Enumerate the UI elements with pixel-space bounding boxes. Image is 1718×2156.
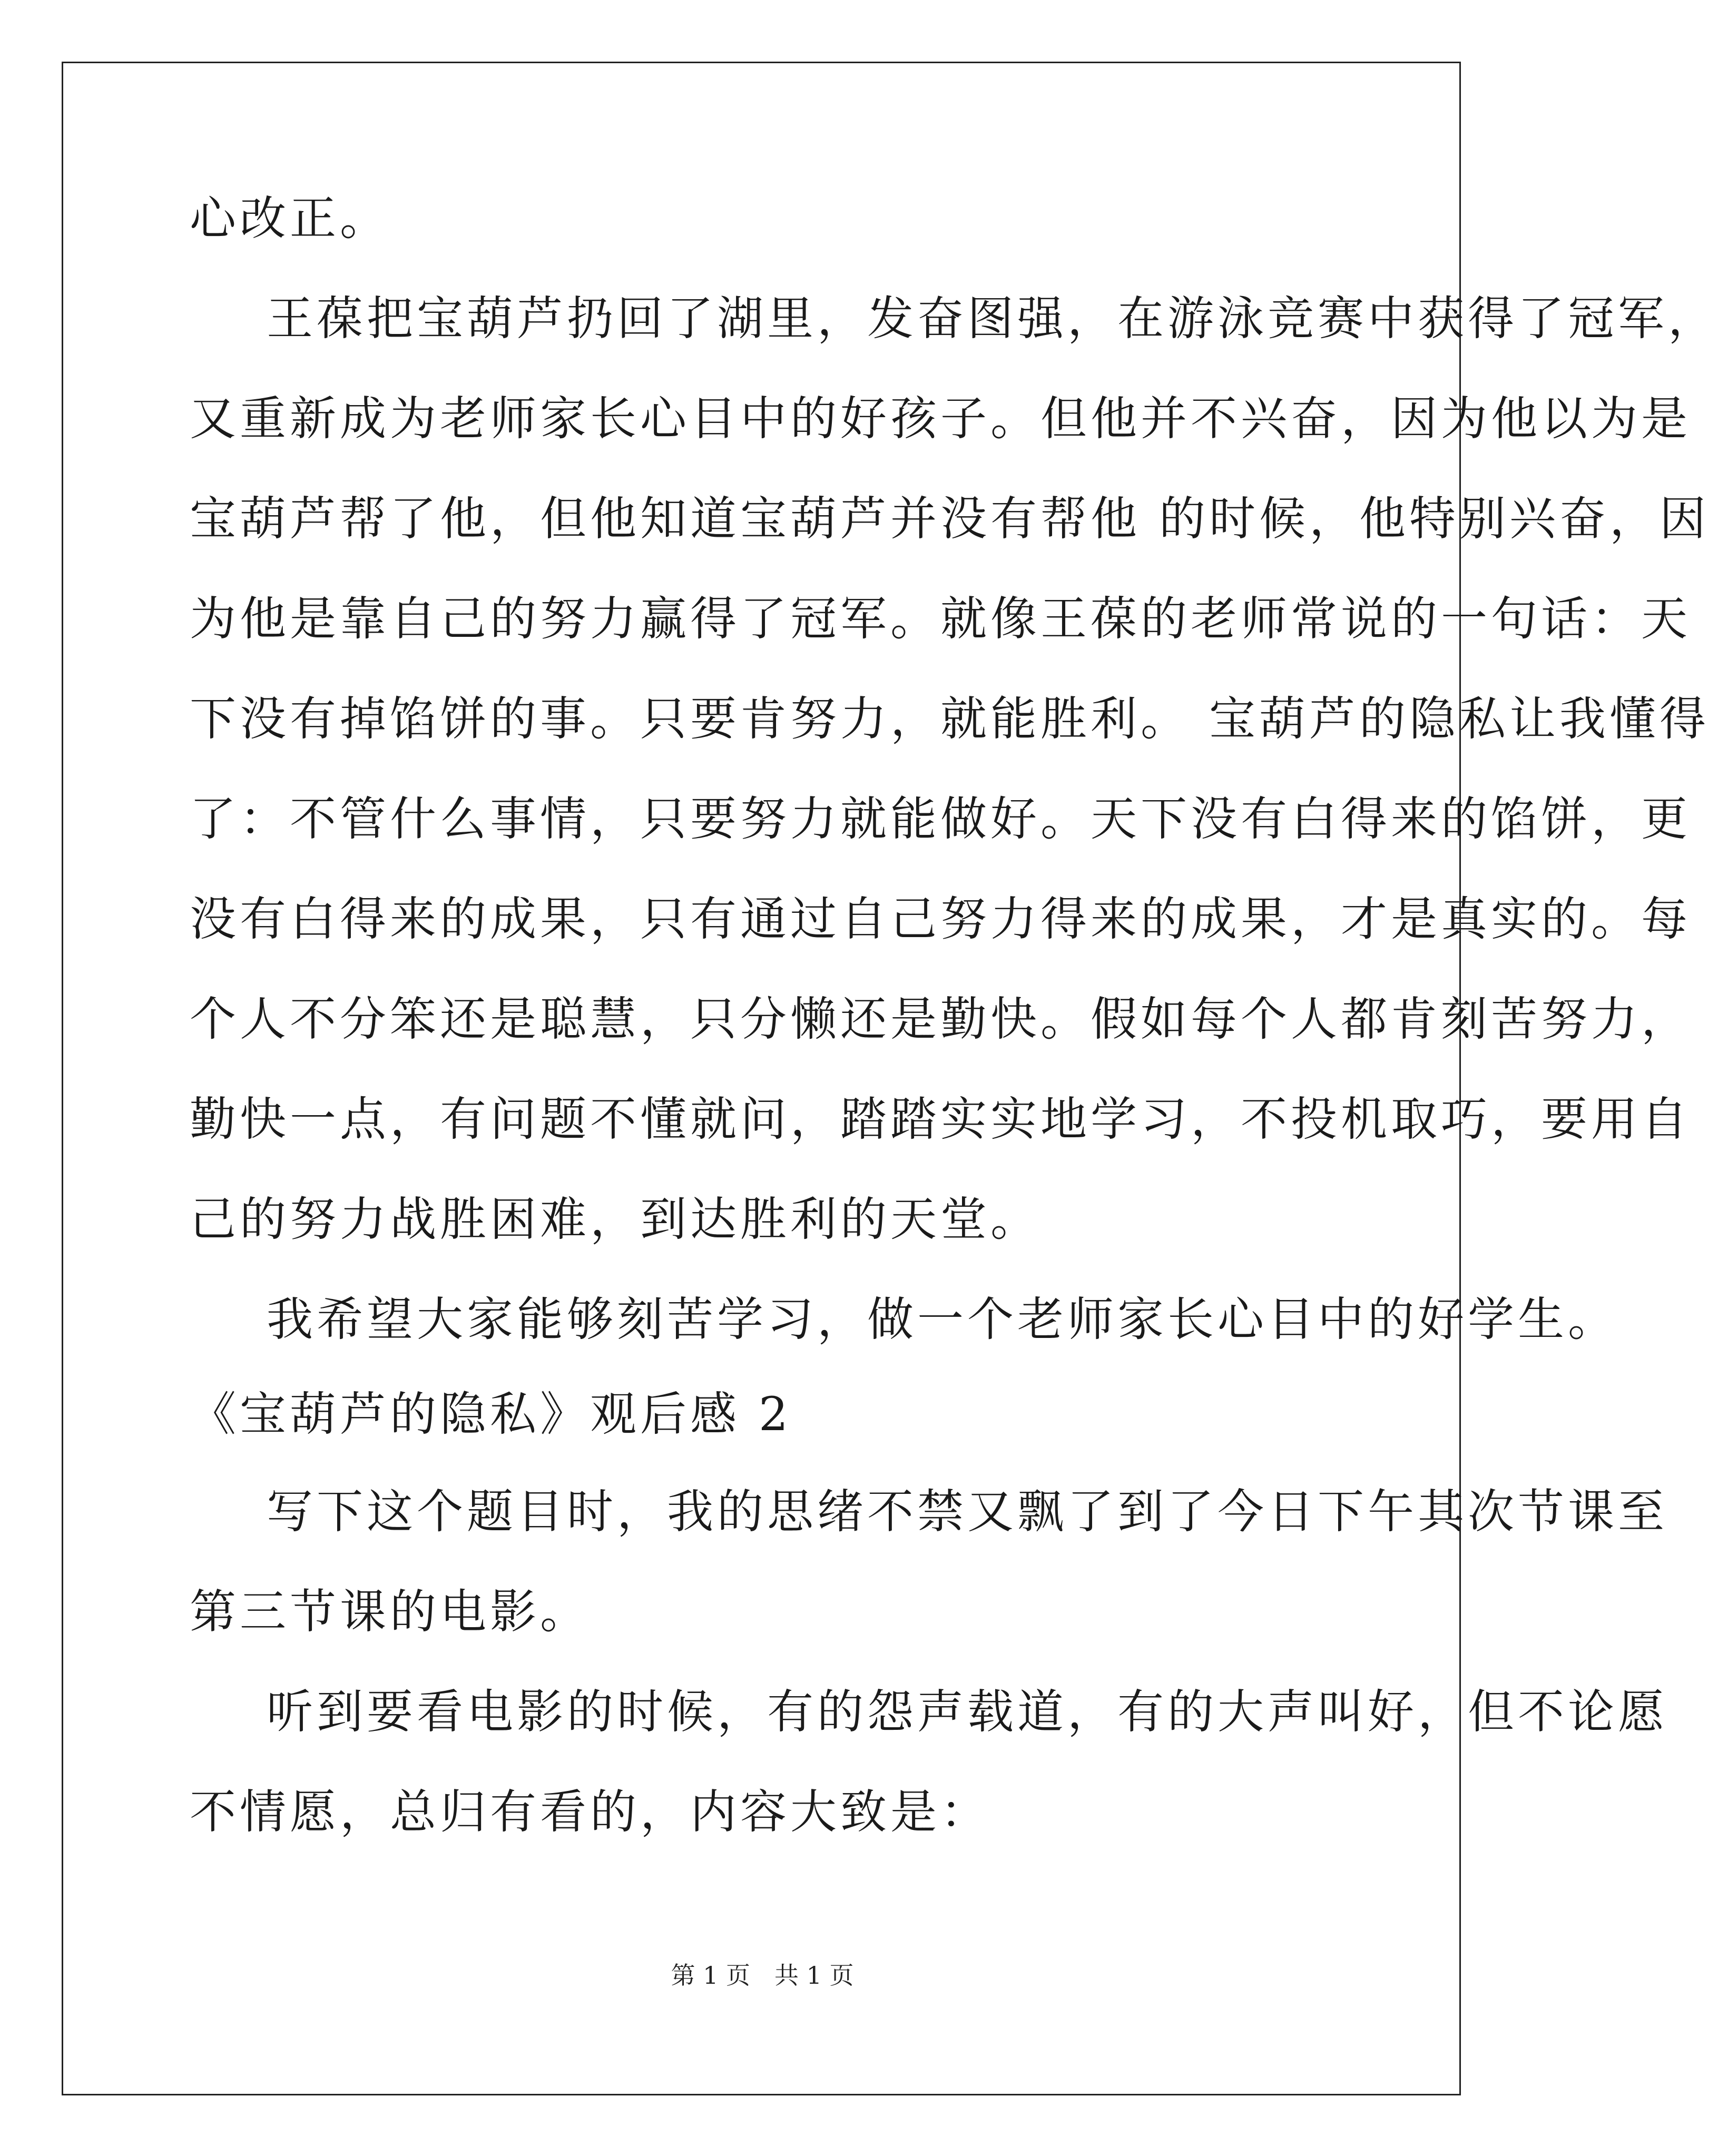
text-line: 个人不分笨还是聪慧，只分懒还是勤快。假如每个人都肯刻苦努力， [190, 992, 1692, 1046]
text-line: 写下这个题目时，我的思绪不禁又飘了到了今日下午其次节课至 [267, 1484, 1668, 1539]
text-line: 听到要看电影的时候，有的怨声载道，有的大声叫好，但不论愿 [267, 1685, 1668, 1739]
text-line: 宝葫芦帮了他，但他知道宝葫芦并没有帮他 的时候，他特别兴奋，因 [190, 491, 1710, 546]
text-line: 不情愿，总归有看的，内容大致是： [190, 1785, 991, 1839]
text-line: 心改正。 [190, 191, 390, 245]
text-line: 又重新成为老师家长心目中的好孩子。但他并不兴奋，因为他以为是 [190, 391, 1692, 446]
text-line: 勤快一点，有问题不懂就问，踏踏实实地学习，不投机取巧，要用自 [190, 1092, 1692, 1146]
text-line: 王葆把宝葫芦扔回了湖里，发奋图强，在游泳竞赛中获得了冠军， [267, 291, 1718, 346]
text-line: 下没有掉馅饼的事。只要肯努力，就能胜利。 宝葫芦的隐私让我懂得 [190, 692, 1710, 746]
text-line: 己的努力战胜困难，到达胜利的天堂。 [190, 1192, 1041, 1246]
text-line: 了：不管什么事情，只要努力就能做好。天下没有白得来的馅饼，更 [190, 792, 1692, 846]
text-line: 我希望大家能够刻苦学习，做一个老师家长心目中的好学生。 [267, 1292, 1618, 1346]
text-line: 为他是靠自己的努力赢得了冠军。就像王葆的老师常说的一句话：天 [190, 592, 1692, 646]
page-number-footer: 第 1 页 共 1 页 [671, 1961, 854, 1990]
section-heading: 《宝葫芦的隐私》观后感 2 [190, 1387, 792, 1441]
text-line: 第三节课的电影。 [190, 1584, 591, 1639]
text-line: 没有白得来的成果，只有通过自己努力得来的成果，才是真实的。每 [190, 892, 1692, 946]
